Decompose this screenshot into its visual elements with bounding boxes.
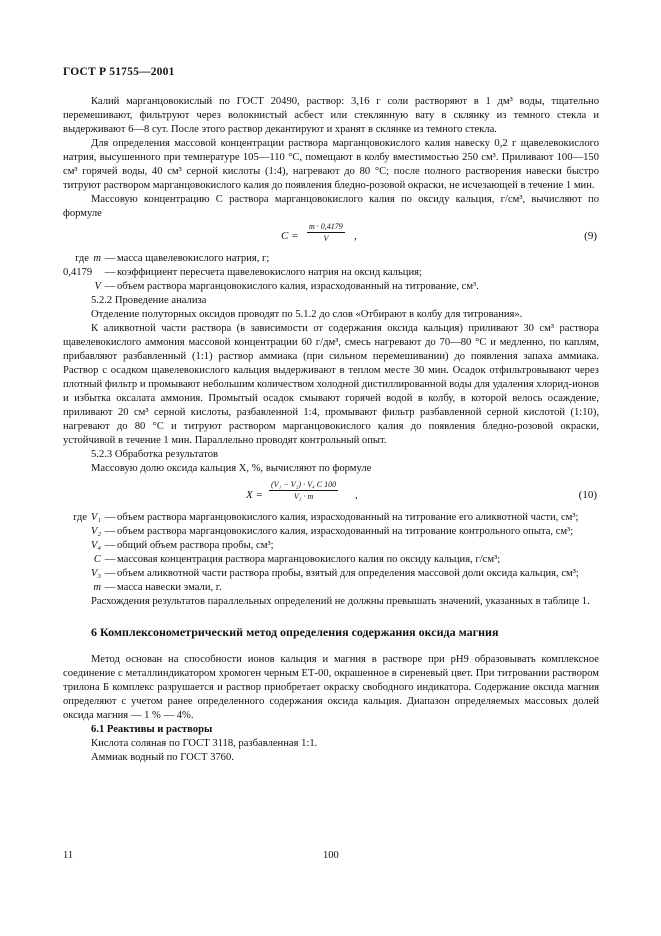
symbol: m [93,582,101,593]
definition-text: массовая концентрация раствора марганцовокислого калия по оксиду кальция, г/см³; [117,554,501,565]
formula-fraction [307,222,345,244]
definition-row [63,511,599,525]
symbol: V₄ [90,540,101,551]
paragraph: К аликвотной части раствора (в зависимости от содержания оксида кальция) приливают 30 см³ раствора щавелевокислого аммония массовой концентрации 60 г/дм³, смесь нагревают до 70—80 °С и медленно, по каплям, прибавляют разбавленный (1:1) раствор аммиака (при сильном перемешивании) до появления запаха аммиака. Раствор с осадком щавелевокислого кальция выдерживают в теплом месте 30 мин. Осадок отфильтровывают через плотный фильтр и промывают небольшим количеством холодной дистиллированной воды для удаления хлорид-ионов и избытка оксалата аммония. Промытый осадок смывают горячей водой в колбу, в которой велось осаждение, приливают 20 см³ серной кислоты, разбавленной 1:4, промывают фильтр разбавленной серной кислотой (1:10), нагревают до 80 °С и титруют раствором марганцовокислого калия до появления бледно-розовой окраски, устойчивой в течение 1 мин. Параллельно проводят контрольный опыт. [63,323,599,446]
variable-definitions [63,511,599,595]
standard-header: ГОСТ Р 51755—2001 [63,66,175,78]
paragraph: Расхождения результатов параллельных определений не должны превышать значений, указанных в таблице 1. [91,596,590,607]
definition-row [63,280,599,294]
definition-row [63,539,599,553]
dash: — [104,512,116,523]
symbol: V₁ [90,512,101,523]
definition-row [63,525,599,539]
formula-lhs: X = [246,489,263,501]
definition-text: масса щавелевокислого натрия, г; [117,253,270,264]
definition-row [63,581,599,595]
subsection-heading: 5.2.2 Проведение анализа [91,295,207,306]
dash: — [104,267,116,278]
paragraph: Массовую концентрацию C раствора марганцовокислого калия по оксиду кальция, г/см³, вычисляют по формуле [63,194,599,219]
symbol: V [94,281,101,292]
formula-numerator: m · 0,4179 [309,222,343,231]
dash: — [104,540,116,551]
definition-text: объем раствора марганцовокислого калия, израсходованный на титрование контрольного опыта, см³; [117,526,574,537]
definition-text: коэффициент пересчета щавелевокислого натрия на оксид кальция; [117,267,422,278]
formula-numerator: (V₁ − V₂) · V₄ C 100 [271,480,337,489]
definition-row [63,266,599,280]
definition-row [63,567,599,581]
symbol: V₂ [90,526,101,537]
subsection-heading: 5.2.3 Обработка результатов [91,449,218,460]
paragraph: Метод основан на способности ионов кальция и магния в растворе при рН9 образовывать комплексное соединение с металлиндикатором хромоген черным ЕТ-00, окрашенное в сиреневый цвет. При титровании раствором трилона Б комплекс разрушается и раствор приобретает окраску свободного индикатора. Содержание оксида магния определяют с учетом ранее определенного содержания оксида кальция. Диапазон определяемых массовых долей оксида магния — 1 % — 4%. [63,654,599,721]
where-label: где [75,253,89,264]
definition-text: объем раствора марганцовокислого калия, израсходованный на титрование его аликвотной части, см³; [117,512,579,523]
definition-text: объем раствора марганцовокислого калия, израсходованный на титрование, см³. [117,281,479,292]
dash: — [104,281,116,292]
section-heading: 6 Комплексонометрический метод определения содержания оксида магния [91,625,499,639]
variable-definitions [63,252,599,294]
document-body [63,95,599,765]
formula-tail: , [354,230,357,242]
paragraph: Массовую долю оксида кальция X, %, вычисляют по формуле [91,463,372,474]
formula-tail: , [355,489,358,501]
formula-number: (10) [578,489,597,501]
definition-text: масса навески эмали, г. [117,582,222,593]
paragraph: Для определения массовой концентрации раствора марганцовокислого калия навеску 0,2 г щавелевокислого натрия, высушенного при температуре 105—110 °С, помещают в колбу вместимостью 250 см³. Приливают 100—150 см³ горячей воды, 40 см³ серной кислоты (1:4), нагревают до 80 °С; после полного растворения навески быстро титруют раствором марганцовокислого калия до появления бледно-розовой окраски, не исчезающей в течение 1 мин. [63,138,599,191]
formula-9 [63,221,599,251]
definition-row [63,553,599,567]
subsection-heading: 6.1 Реактивы и растворы [91,724,213,735]
formula-number: (9) [584,230,597,242]
dash: — [104,526,116,537]
reagent-item: Кислота соляная по ГОСТ 3118, разбавленная 1:1. [91,738,318,749]
formula-denominator: V₃ · m [293,492,314,501]
formula-lhs: C = [281,230,299,242]
formula-10 [63,478,599,510]
dash: — [104,582,116,593]
dash: — [104,554,116,565]
reagent-item: Аммиак водный по ГОСТ 3760. [91,752,234,763]
definition-text: объем аликвотной части раствора пробы, взятый для определения массовой доли оксида кальция, см³; [117,568,579,579]
definition-row [63,252,599,266]
footer-left-number: 11 [63,850,74,861]
symbol: 0,4179 [63,267,93,278]
symbol: C [93,554,101,565]
symbol: m [93,253,101,264]
paragraph: Калий марганцовокислый по ГОСТ 20490, раствор: 3,16 г соли растворяют в 1 дм³ воды, тщательно перемешивают, фильтруют через волокнистый асбест или стеклянную вату в склянку из темного стекла и выдерживают 6—8 сут. После этого раствор декантируют и хранят в склянке из темного стекла. [63,96,599,135]
where-label: где [73,512,87,523]
formula-denominator: V [323,234,329,243]
dash: — [104,568,116,579]
definition-text: общий объем раствора пробы, см³; [117,540,274,551]
dash: — [104,253,116,264]
page-number: 100 [323,850,339,861]
paragraph: Отделение полуторных оксидов проводят по 5.1.2 до слов «Отбирают в колбу для титрования». [91,309,523,320]
formula-fraction [269,480,338,502]
symbol: V₃ [90,568,101,579]
